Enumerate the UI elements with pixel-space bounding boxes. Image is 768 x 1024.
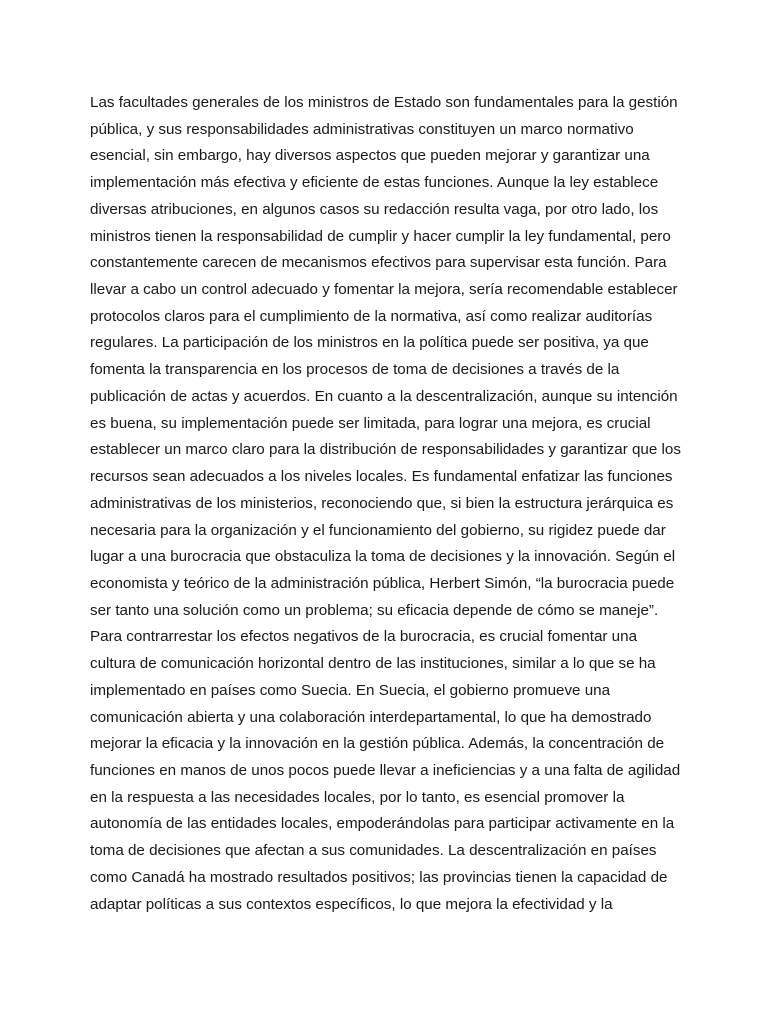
text-line: como Canadá ha mostrado resultados positivos; las provincias tienen la capacidad de [90, 868, 668, 886]
text-line: cultura de comunicación horizontal dentro de las instituciones, similar a lo que se ha [90, 655, 656, 673]
text-line: recursos sean adecuados a los niveles locales. Es fundamental enfatizar las funciones [90, 468, 673, 486]
text-line: administrativas de los ministerios, reconociendo que, si bien la estructura jerárquica es [90, 494, 674, 512]
text-line: necesaria para la organización y el funcionamiento del gobierno, su rigidez puede dar [90, 521, 666, 539]
text-line: constantemente carecen de mecanismos efectivos para supervisar esta función. Para [90, 254, 667, 272]
text-line: fomenta la transparencia en los procesos de toma de decisiones a través de la [90, 361, 620, 379]
text-line: implementación más efectiva y eficiente de estas funciones. Aunque la ley establece [90, 174, 659, 192]
text-line: Las facultades generales de los ministros de Estado son fundamentales para la gestión [90, 94, 678, 111]
text-line: Para contrarrestar los efectos negativos de la burocracia, es crucial fomentar una [90, 628, 638, 646]
text-line: ser tanto una solución como un problema; su eficacia depende de cómo se maneje”. [90, 601, 659, 619]
text-line: implementado en países como Suecia. En Suecia, el gobierno promueve una [90, 681, 611, 699]
text-line: publicación de actas y acuerdos. En cuanto a la descentralización, aunque su intención [90, 387, 678, 405]
text-line: lugar a una burocracia que obstaculiza la toma de decisiones y la innovación. Según el [90, 548, 676, 566]
text-line: pública, y sus responsabilidades administrativas constituyen un marco normativo [90, 120, 634, 138]
text-line: adaptar políticas a sus contextos específicos, lo que mejora la efectividad y la [90, 895, 613, 913]
text-line: comunicación abierta y una colaboración interdepartamental, lo que ha demostrado [90, 708, 652, 726]
text-line: ministros tienen la responsabilidad de cumplir y hacer cumplir la ley fundamental, pero [90, 227, 671, 245]
text-line: esencial, sin embargo, hay diversos aspectos que pueden mejorar y garantizar una [90, 147, 650, 165]
body-paragraph [90, 90, 690, 918]
text-line: regulares. La participación de los ministros en la política puede ser positiva, ya que [90, 334, 649, 352]
text-line: es buena, su implementación puede ser limitada, para lograr una mejora, es crucial [90, 414, 651, 432]
text-line: diversas atribuciones, en algunos casos su redacción resulta vaga, por otro lado, los [90, 200, 659, 218]
text-line: llevar a cabo un control adecuado y fomentar la mejora, sería recomendable establecer [90, 281, 678, 299]
text-line: protocolos claros para el cumplimiento de la normativa, así como realizar auditorías [90, 307, 653, 325]
text-line: funciones en manos de unos pocos puede llevar a ineficiencias y a una falta de agilidad [90, 761, 681, 779]
text-line: economista y teórico de la administración pública, Herbert Simón, “la burocracia puede [90, 574, 675, 592]
text-line: establecer un marco claro para la distribución de responsabilidades y garantizar que los [90, 441, 681, 459]
text-line: toma de decisiones que afectan a sus comunidades. La descentralización en países [90, 842, 657, 860]
text-line: mejorar la eficacia y la innovación en la gestión pública. Además, la concentración de [90, 735, 665, 753]
text-line: en la respuesta a las necesidades locales, por lo tanto, es esencial promover la [90, 788, 625, 806]
text-line: autonomía de las entidades locales, empoderándolas para participar activamente en la [90, 815, 675, 833]
